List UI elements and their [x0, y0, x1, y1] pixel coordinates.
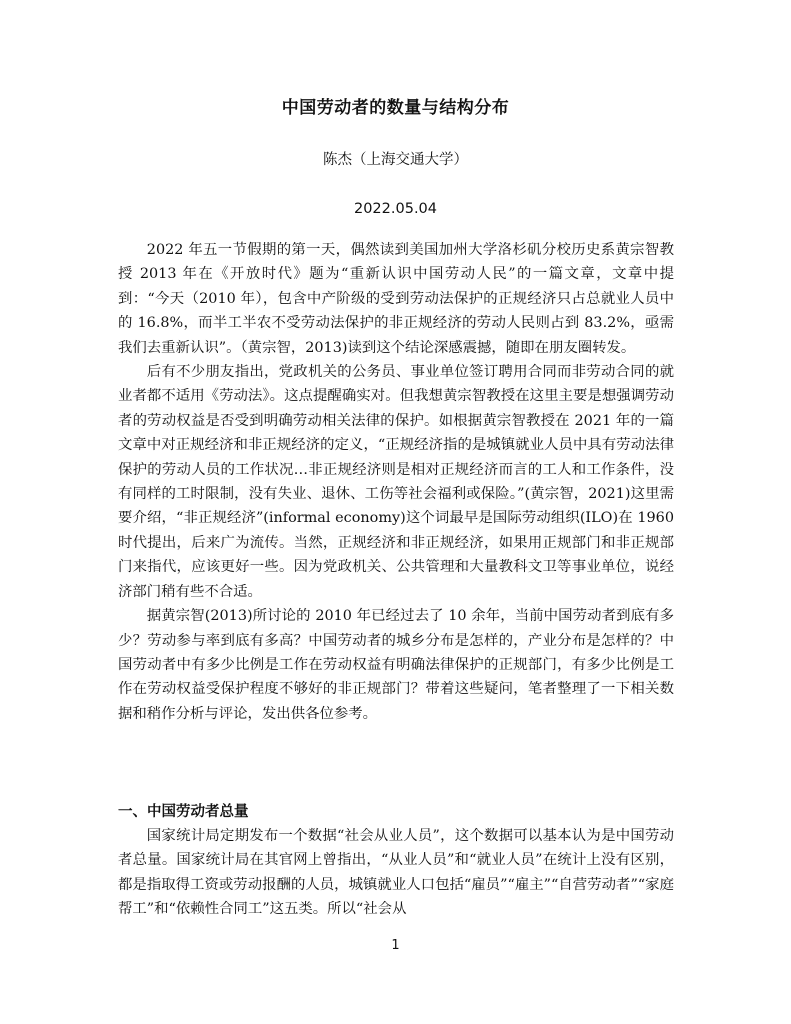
paragraph: 2022 年五一节假期的第一天，偶然读到美国加州大学洛杉矶分校历史系黄宗智教授 2013 年在《开放时代》题为“重新认识中国劳动人民”的一篇文章，文章中提到：“今天（2010 年），包含中产阶级的受到劳动法保护的正规经济只占总就业人员中的 16.8%，而半工半农不受劳动法保护的非正规经济的劳动人民则占到 83.2%，亟需我们去重新认识”。（黄宗智，2013)读到这个结论深感震撼，随即在朋友圈转发。: [118, 242, 674, 356]
section-body: [118, 824, 674, 922]
document-title: 中国劳动者的数量与结构分布: [281, 98, 510, 118]
publication-date: 2022.05.04: [353, 201, 438, 217]
page-number: 1: [391, 938, 400, 953]
intro-body: [118, 238, 674, 726]
paragraph: 国家统计局定期发布一个数据“社会从业人员”，这个数据可以基本认为是中国劳动者总量。国家统计局在其官网上曾指出，“从业人员”和“就业人员”在统计上没有区别，都是指取得工资或劳动报酬的人员，城镇就业人口包括“雇员”“雇主”“自营劳动者”“家庭帮工”和“依赖性合同工”这五类。所以“社会从: [118, 828, 674, 918]
author-line: 陈杰（上海交通大学）: [323, 152, 468, 168]
paragraph: 后有不少朋友指出，党政机关的公务员、事业单位签订聘用合同而非劳动合同的就业者都不适用《劳动法》。这点提醒确实对。但我想黄宗智教授在这里主要是想强调劳动者的劳动权益是否受到明确劳动相关法律的保护。如根据黄宗智教授在 2021 年的一篇文章中对正规经济和非正规经济的定义，“正规经济指的是城镇就业人员中具有劳动法律保护的劳动人员的工作状况…非正规经济则是相对正规经济而言的工人和工作条件，没有同样的工时限制，没有失业、退休、工伤等社会福利或保险。”(黄宗智，2021)这里需要介绍，“非正规经济”(informal economy)这个词最早是国际劳动组织(ILO)在 1960 时代提出，后来广为流传。当然，正规经济和非正规经济，如果用正规部门和非正规部门来指代，应该更好一些。因为党政机关、公共管理和大量教科文卫等事业单位，说经济部门稍有些不合适。: [118, 364, 674, 600]
paragraph: 据黄宗智(2013)所讨论的 2010 年已经过去了 10 余年，当前中国劳动者到底有多少？劳动参与率到底有多高？中国劳动者的城乡分布是怎样的，产业分布是怎样的？中国劳动者中有多少比例是工作在劳动权益有明确法律保护的正规部门，有多少比例是工作在劳动权益受保护程度不够好的非正规部门？带着这些疑问，笔者整理了一下相关数据和稍作分析与评论，发出供各位参考。: [118, 608, 674, 722]
section-heading: 一、中国劳动者总量: [118, 803, 249, 820]
